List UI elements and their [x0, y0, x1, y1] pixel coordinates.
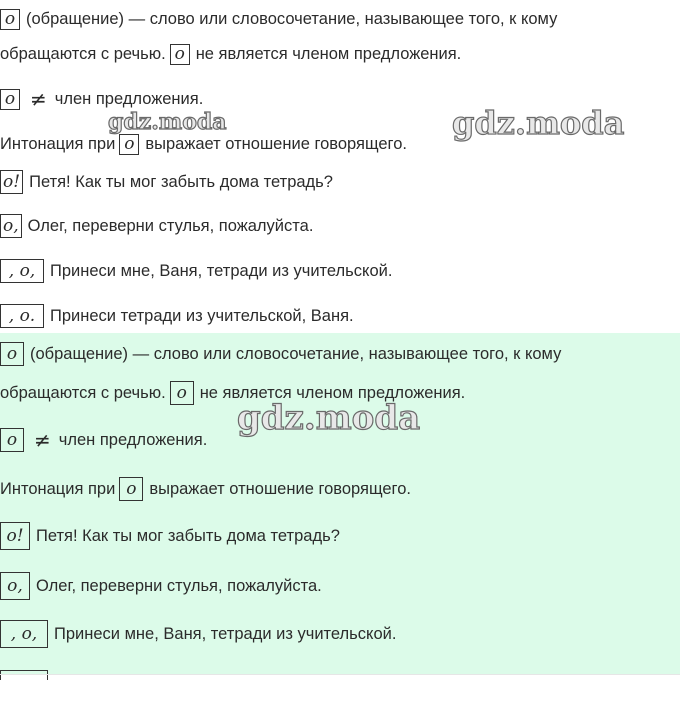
- address-symbol-box: о: [0, 9, 20, 30]
- definition-text: (обращение) — слово или словосочетание, называющее того, к кому: [30, 345, 562, 363]
- scheme-box: о,: [0, 214, 22, 238]
- answer-example-line-2: [0, 572, 322, 600]
- address-symbol-box: о: [0, 428, 24, 452]
- address-symbol-box: о: [170, 381, 194, 405]
- scheme-box: , о,: [0, 620, 48, 648]
- intonation-text: выражает отношение говорящего.: [149, 480, 411, 498]
- answer-example-line-1: [0, 522, 340, 550]
- scheme-box: , о.: [0, 304, 44, 328]
- address-symbol-box: о: [119, 477, 143, 501]
- answer-definition-line-1: [0, 342, 561, 366]
- definition-text: обращаются с речью.: [0, 384, 166, 402]
- definition-text: не является членом предложения.: [195, 45, 462, 63]
- example-text: Олег, переверни стулья, пожалуйста.: [27, 217, 314, 235]
- intonation-text: Интонация при: [0, 480, 116, 498]
- example-text: Петя! Как ты мог забыть дома тетрадь?: [36, 527, 340, 545]
- intonation-line: [0, 133, 407, 155]
- example-line-4: [0, 304, 354, 328]
- scheme-box: о!: [0, 170, 23, 194]
- scheme-box-clipped: [0, 670, 48, 680]
- example-text: Принеси мне, Ваня, тетради из учительской.: [50, 262, 393, 280]
- answer-intonation-line: [0, 477, 411, 501]
- example-text: Принеси тетради из учительской, Ваня.: [50, 307, 354, 325]
- answer-example-line-3: [0, 620, 396, 648]
- address-symbol-box: о: [0, 342, 24, 366]
- definition-line-2: [0, 43, 461, 65]
- not-member-text: член предложения.: [58, 431, 208, 449]
- definition-line-1: [0, 8, 557, 30]
- answer-not-member-line: [0, 428, 207, 452]
- intonation-text: выражает отношение говорящего.: [145, 135, 407, 153]
- definition-text: обращаются с речью.: [0, 45, 166, 63]
- answer-definition-line-2: [0, 381, 465, 405]
- not-member-text: член предложения.: [54, 90, 204, 108]
- address-symbol-box: о: [0, 89, 20, 110]
- definition-text: (обращение) — слово или словосочетание, называющее того, к кому: [26, 10, 558, 28]
- example-line-3: [0, 259, 392, 283]
- address-symbol-box: о: [170, 44, 190, 65]
- not-equal-symbol: ≠: [30, 87, 47, 111]
- not-member-line: [0, 88, 203, 110]
- scheme-box: , о,: [0, 259, 44, 283]
- definition-text: не является членом предложения.: [199, 384, 466, 402]
- watermark-large: gdz.moda: [452, 104, 625, 142]
- watermark-small: gdz.moda: [108, 109, 227, 135]
- example-line-1: [0, 170, 333, 194]
- example-text: Петя! Как ты мог забыть дома тетрадь?: [29, 173, 333, 191]
- address-symbol-box: о: [119, 134, 139, 155]
- watermark-center: gdz.moda: [237, 398, 421, 438]
- bottom-divider: [0, 674, 680, 675]
- scheme-box: о,: [0, 572, 30, 600]
- not-equal-symbol: ≠: [34, 428, 51, 452]
- intonation-text: Интонация при: [0, 135, 116, 153]
- example-line-2: [0, 214, 313, 238]
- scheme-box: о!: [0, 522, 30, 550]
- example-text: Олег, переверни стулья, пожалуйста.: [36, 577, 322, 595]
- example-text: Принеси мне, Ваня, тетради из учительской.: [54, 625, 397, 643]
